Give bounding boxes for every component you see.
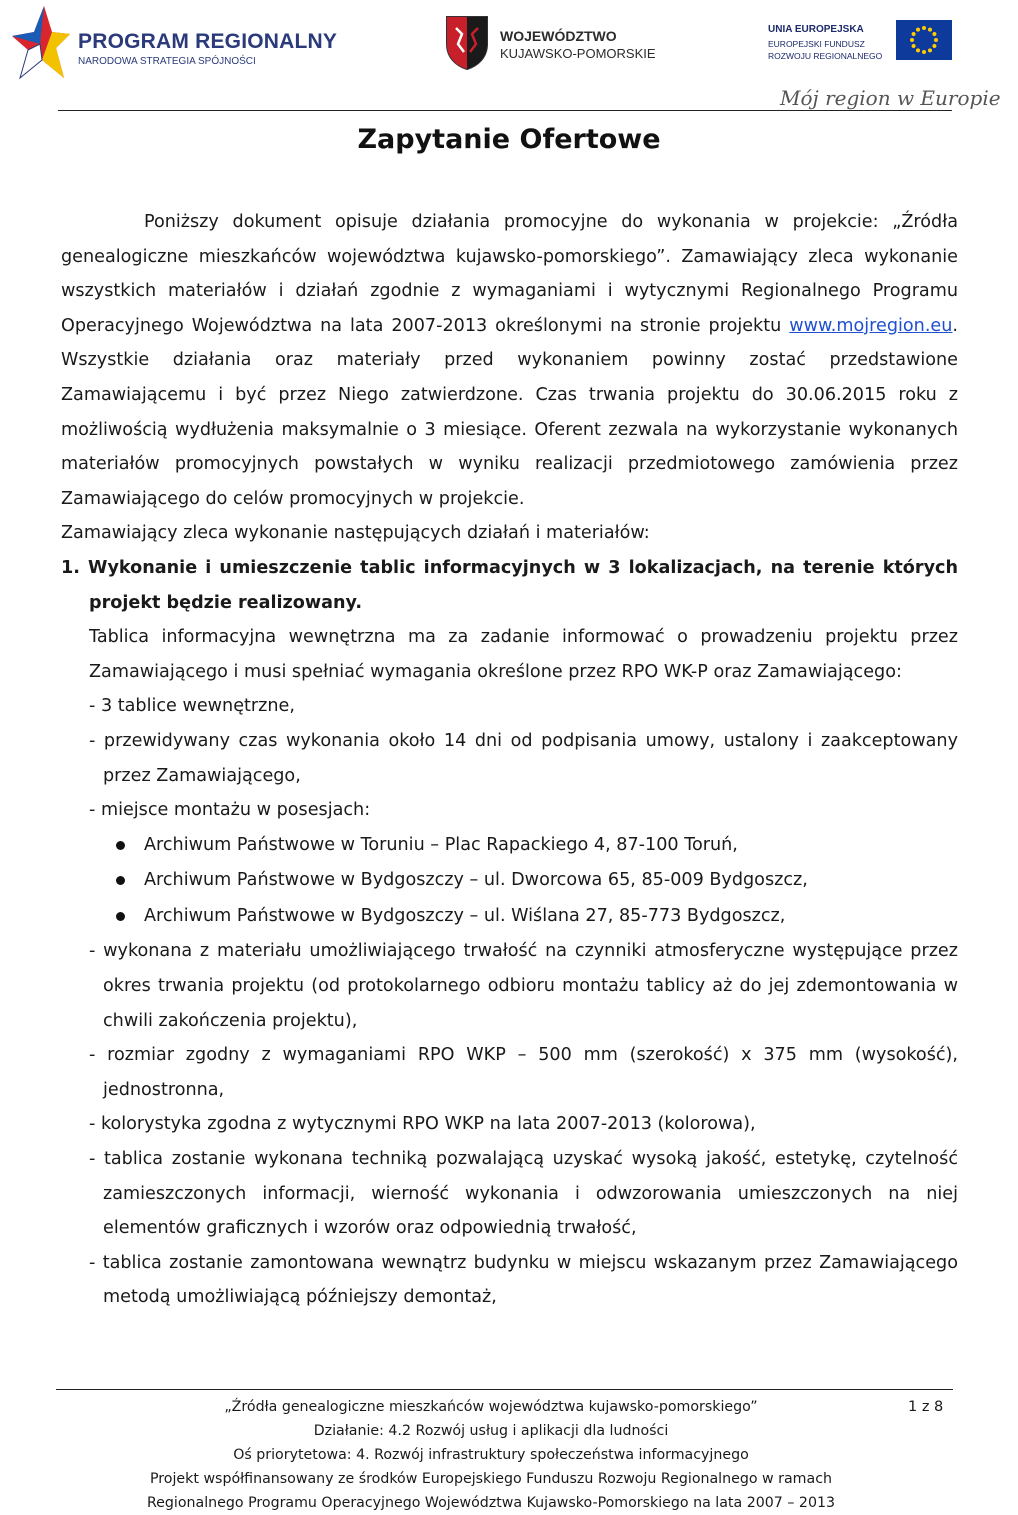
- list-item: - przewidywany czas wykonania około 14 dni od podpisania umowy, ustalony i zaakceptowany przez Zamawiającego,: [89, 730, 958, 786]
- intro-paragraph: [61, 205, 958, 516]
- section1-text: Tablica informacyjna wewnętrzna ma za zadanie informować o prowadzeniu projektu przez Zamawiającego i musi spełniać wymagania określone przez RPO WK-P oraz Zamawiającego:: [89, 627, 958, 682]
- section1-heading: 1. Wykonanie i umieszczenie tablic informacyjnych w 3 lokalizacjach, na terenie których projekt będzie realizowany.: [61, 557, 958, 613]
- location-item: [61, 899, 958, 935]
- header-divider: [58, 110, 952, 111]
- footer-project-name: „Źródła genealogiczne mieszkańców województwa kujawsko-pomorskiego”: [224, 1399, 758, 1415]
- page-number: 1 z 8: [908, 1399, 944, 1415]
- location-text: Archiwum Państwowe w Toruniu – Plac Rapackiego 4, 87-100 Toruń,: [144, 834, 738, 855]
- intro-text-part1: Poniższy dokument opisuje działania promocyjne do wykonania w projekcie: „Źródła genealogiczne mieszkańców województwa kujawsko-pomorskiego”. Zamawiający zleca wykonanie wszystkich materiałów i działań zgodnie z wymaganiami i wytycznymi Regionalnego Programu Operacyjnego Województwa na lata 2007-2013 określonymi na stronie projektu: [61, 212, 958, 336]
- footer-priority-axis: Oś priorytetowa: 4. Rozwój infrastruktury społeczeństwa informacyjnego: [233, 1447, 749, 1463]
- list-item: - rozmiar zgodny z wymaganiami RPO WKP – 500 mm (szerokość) x 375 mm (wysokość), jednostronna,: [89, 1045, 958, 1100]
- slogan-signature: Mój region w Europie: [780, 86, 1001, 110]
- list-item: - tablica zostanie wykonana techniką pozwalającą uzyskać wysoką jakość, estetykę, czytelność zamieszczonych informacji, wierność wykonania i odwzorowania umieszczonych na niej elementów graficznych i wzorów oraz odpowiednią trwałość,: [89, 1149, 958, 1239]
- footer-divider: [56, 1389, 953, 1390]
- project-website-link[interactable]: www.mojregion.eu: [789, 315, 953, 336]
- voivodeship-logo: [444, 14, 654, 74]
- voivodeship-logo-line2: KUJAWSKO-POMORSKIE: [500, 46, 656, 61]
- bullet-icon: [116, 876, 125, 885]
- page-header: [0, 0, 1001, 118]
- program-logo-subtitle: NARODOWA STRATEGIA SPÓJNOŚCI: [78, 56, 256, 67]
- lead-text: Zamawiający zleca wykonanie następujących działań i materiałów:: [61, 523, 650, 544]
- eu-logo: [768, 20, 953, 68]
- footer-program: Regionalnego Programu Operacyjnego Województwa Kujawsko-Pomorskiego na lata 2007 – 2013: [146, 1495, 836, 1511]
- location-item: [61, 863, 958, 899]
- list-item: - miejsce montażu w posesjach:: [89, 800, 371, 821]
- document-body: [61, 205, 958, 1315]
- list-item: - 3 tablice wewnętrzne,: [89, 696, 295, 717]
- eu-flag-icon: [896, 20, 952, 60]
- eu-logo-line3: ROZWOJU REGIONALNEGO: [768, 51, 883, 61]
- bullet-icon: [116, 841, 125, 850]
- star-logo-icon: [10, 4, 72, 80]
- page-footer: [0, 1395, 982, 1515]
- locations-list: [61, 828, 958, 935]
- coat-of-arms-icon: [444, 14, 490, 70]
- footer-action: Działanie: 4.2 Rozwój usług i aplikacji dla ludności: [313, 1423, 669, 1439]
- voivodeship-logo-line1: WOJEWÓDZTWO: [500, 28, 617, 44]
- program-regionalny-logo: [8, 2, 338, 84]
- intro-text-part2: . Wszystkie działania oraz materiały przed wykonaniem powinny zostać przedstawione Zamawiającemu i być przez Niego zatwierdzone. Czas trwania projektu do 30.06.2015 roku z możliwością wydłużenia maksymalnie o 3 miesiące. Oferent zezwala na wykorzystanie wykonanych materiałów promocyjnych powstałych w wyniku realizacji przedmiotowego zamówienia przez Zamawiającego do celów promocyjnych w projekcie.: [61, 315, 958, 509]
- footer-cofinancing: Projekt współfinansowany ze środków Europejskiego Funduszu Rozwoju Regionalnego w ramach: [149, 1471, 832, 1487]
- document-title: Zapytanie Ofertowe: [357, 124, 661, 155]
- eu-logo-line1: UNIA EUROPEJSKA: [768, 24, 864, 35]
- location-text: Archiwum Państwowe w Bydgoszczy – ul. Dworcowa 65, 85-009 Bydgoszcz,: [144, 870, 808, 891]
- location-item: [61, 828, 958, 864]
- list-item: - tablica zostanie zamontowana wewnątrz budynku w miejscu wskazanym przez Zamawiającego metodą umożliwiającą późniejszy demontaż,: [89, 1252, 958, 1308]
- list-item: - wykonana z materiału umożliwiającego trwałość na czynniki atmosferyczne występujące przez okres trwania projektu (od protokolarnego odbioru montażu tablicy aż do jej zdemontowania w chwili zakończenia projektu),: [89, 941, 958, 1031]
- list-item: - kolorystyka zgodna z wytycznymi RPO WKP na lata 2007-2013 (kolorowa),: [89, 1114, 756, 1135]
- bullet-icon: [116, 912, 125, 921]
- program-logo-title: PROGRAM REGIONALNY: [78, 30, 338, 53]
- location-text: Archiwum Państwowe w Bydgoszczy – ul. Wiślana 27, 85-773 Bydgoszcz,: [144, 905, 786, 926]
- eu-logo-line2: EUROPEJSKI FUNDUSZ: [768, 39, 865, 49]
